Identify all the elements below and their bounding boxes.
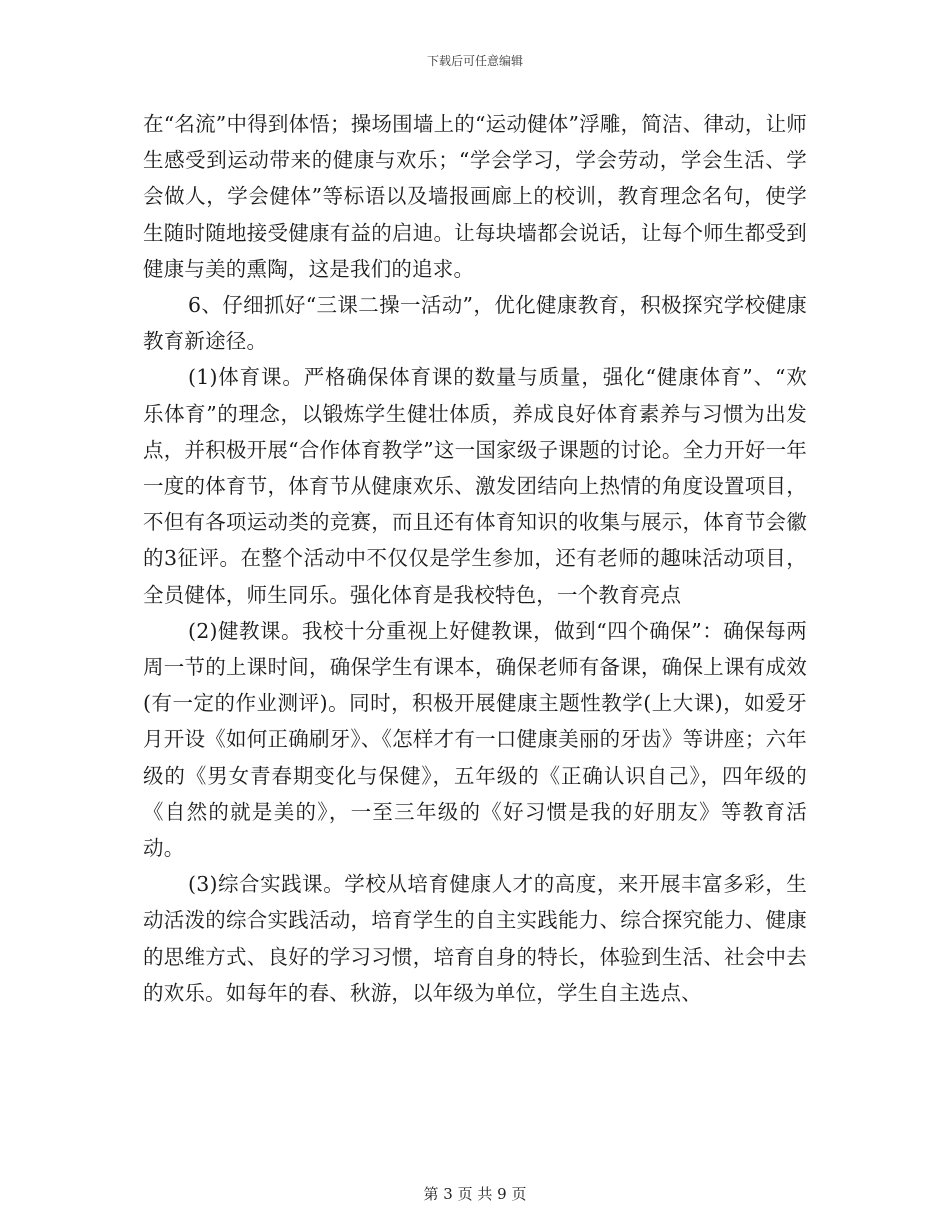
paragraph-2: 6、仔细抓好“三课二操一活动”，优化健康教育，积极探究学校健康教育新途径。 xyxy=(143,293,807,354)
paragraph-3: (1)体育课。严格确保体育课的数量与质量，强化“健康体育”、“欢乐体育”的理念，以锻炼学生健壮体质，养成良好体育素养与习惯为出发点，并积极开展“合作体育教学”这一国家级子课题的讨论。全力开好一年一度的体育节，体育节从健康欢乐、激发团结向上热情的角度设置项目，不但有各项运动类的竞赛，而且还有体育知识的收集与展示，体育节会徽的3征评。在整个活动中不仅仅是学生参加，还有老师的趣味活动项目，全员健体，师生同乐。强化体育是我校特色，一个教育亮点 xyxy=(143,365,807,607)
page-header: 下载后可任意编辑 xyxy=(426,54,523,68)
paragraph-1: 在“名流”中得到体悟；操场围墙上的“运动健体”浮雕，简洁、律动，让师生感受到运动带来的健康与欢乐；“学会学习，学会劳动，学会生活、学会做人，学会健体”等标语以及墙报画廊上的校训，教育理念名句，使学生随时随地接受健康有益的启迪。让每块墙都会说话，让每个师生都受到健康与美的熏陶，这是我们的追求。 xyxy=(143,112,807,281)
paragraph-5: (3)综合实践课。学校从培育健康人才的高度，来开展丰富多彩，生动活泼的综合实践活动，培育学生的自主实践能力、综合探究能力、健康的思维方式、良好的学习习惯，培育自身的特长，体验到生活、社会中去的欢乐。如每年的春、秋游，以年级为单位，学生自主选点、 xyxy=(143,872,807,1005)
page-number-footer: 第 3 页 共 9 页 xyxy=(423,1185,527,1203)
paragraph-4: (2)健教课。我校十分重视上好健教课，做到“四个确保”：确保每两周一节的上课时间，确保学生有课本，确保老师有备课，确保上课有成效(有一定的作业测评)。同时，积极开展健康主题性教学(上大课)，如爱牙月开设《如何正确刷牙》、《怎样才有一口健康美丽的牙齿》等讲座；六年级的《男女青春期变化与保健》，五年级的《正确认识自己》，四年级的《自然的就是美的》，一至三年级的《好习惯是我的好朋友》等教育活动。 xyxy=(143,618,807,861)
document-body xyxy=(143,106,807,1011)
